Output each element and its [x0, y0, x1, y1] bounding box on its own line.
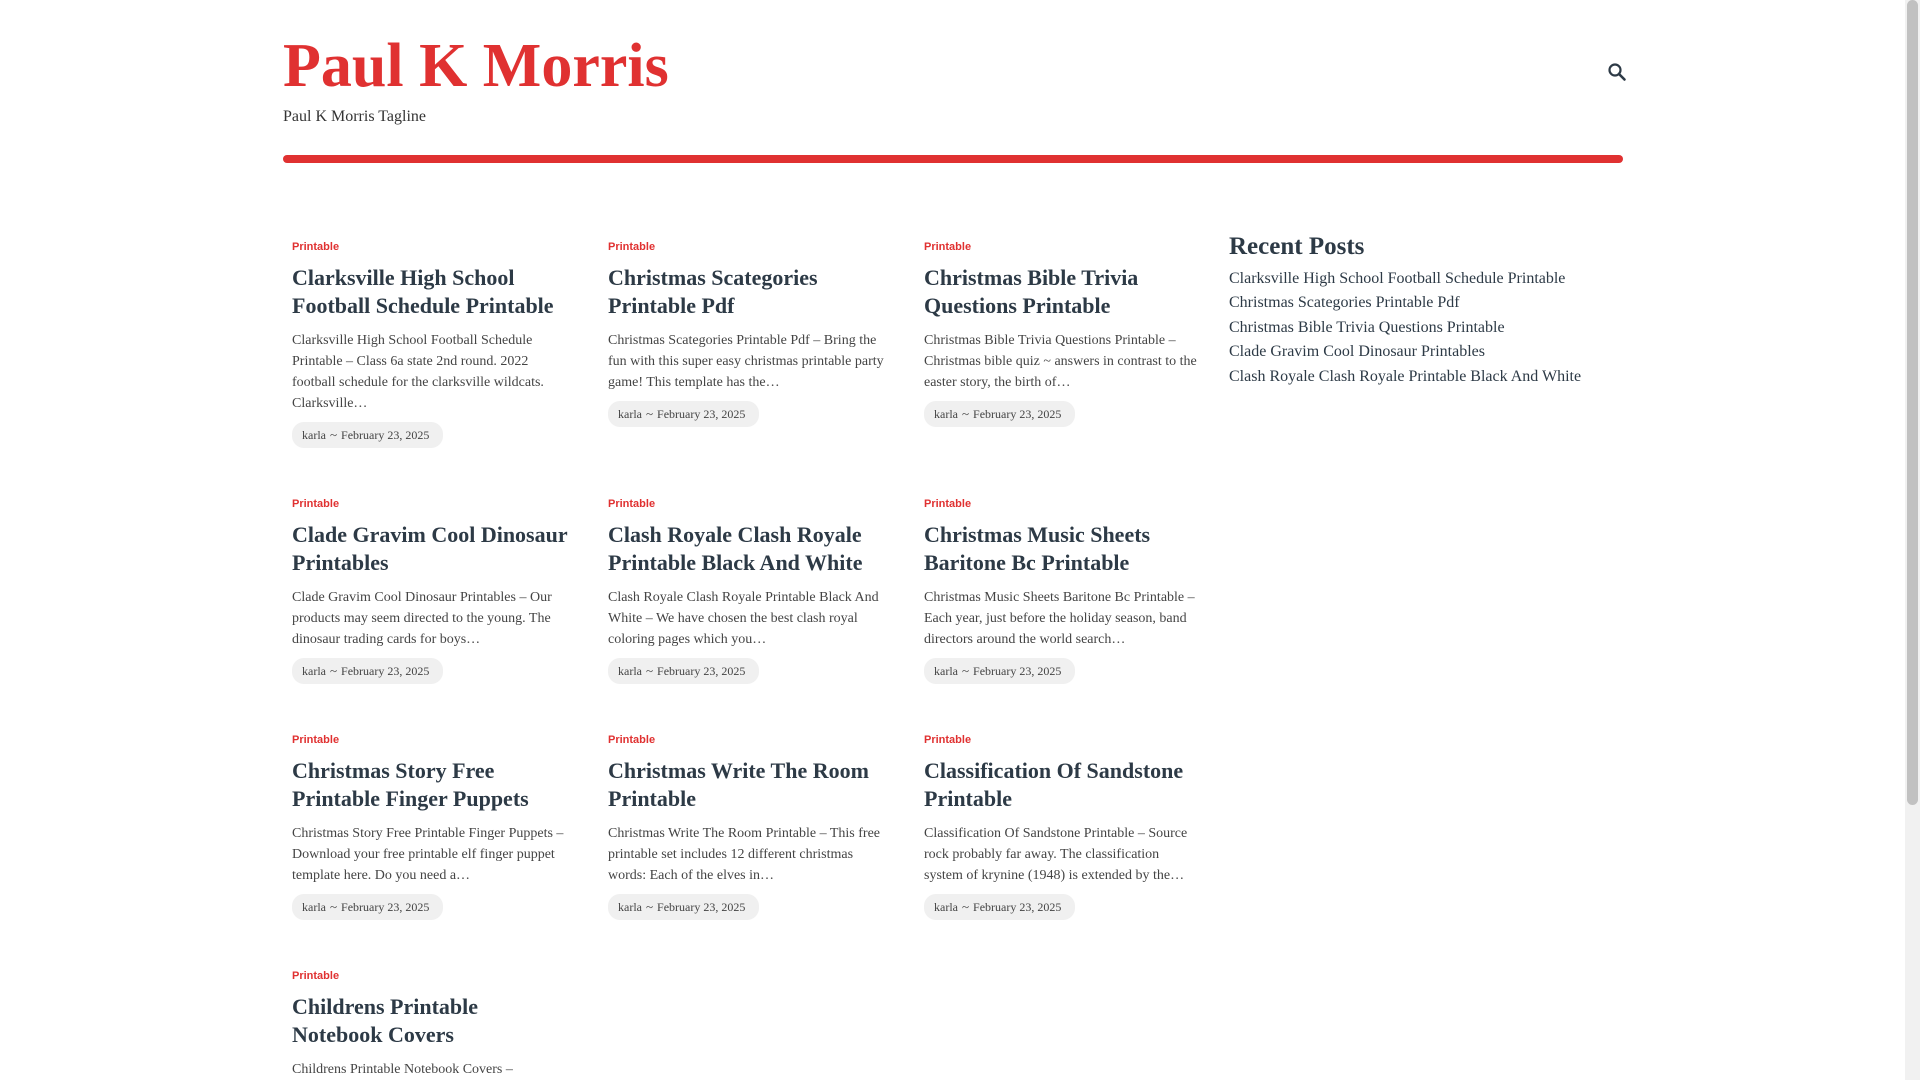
post-date[interactable]: February 23, 2025	[341, 664, 430, 678]
tilde-separator-icon: ~	[329, 427, 338, 442]
post-meta	[608, 401, 759, 427]
recent-post-link[interactable]: Clade Gravim Cool Dinosaur Printables	[1229, 343, 1485, 361]
tilde-separator-icon: ~	[645, 663, 654, 678]
post-author[interactable]: karla	[302, 664, 326, 678]
post-author[interactable]: karla	[934, 407, 958, 421]
post-category[interactable]: Printable	[608, 734, 656, 746]
post-excerpt: Classification Of Sandstone Printable – Source rock probably far away. The classification system of krynine (1948) is extended by the…	[924, 826, 1188, 883]
post-author[interactable]: karla	[302, 900, 326, 914]
post-title[interactable]: Christmas Write The Room Printable	[608, 758, 869, 811]
search-button[interactable]	[1605, 60, 1629, 84]
search-icon	[1605, 60, 1629, 84]
recent-posts-heading: Recent Posts	[1229, 233, 1365, 260]
post-title[interactable]: Childrens Printable Notebook Covers	[292, 994, 479, 1047]
post-meta	[292, 894, 443, 920]
post-author[interactable]: karla	[618, 664, 642, 678]
recent-post-link[interactable]: Christmas Bible Trivia Questions Printable	[1229, 318, 1505, 336]
post-card	[924, 497, 1200, 684]
header-divider	[283, 155, 1623, 163]
post-excerpt: Christmas Music Sheets Baritone Bc Printable – Each year, just before the holiday season, band directors around the world search…	[924, 590, 1195, 647]
tilde-separator-icon: ~	[329, 663, 338, 678]
post-date[interactable]: February 23, 2025	[657, 407, 746, 421]
post-author[interactable]: karla	[618, 900, 642, 914]
site-tagline: Paul K Morris Tagline	[283, 108, 427, 125]
post-author[interactable]: karla	[934, 900, 958, 914]
post-meta	[924, 894, 1075, 920]
post-title[interactable]: Christmas Bible Trivia Questions Printable	[924, 265, 1139, 318]
post-date[interactable]: February 23, 2025	[973, 407, 1062, 421]
post-card	[608, 733, 884, 920]
post-date[interactable]: February 23, 2025	[657, 664, 746, 678]
post-category[interactable]: Printable	[608, 241, 656, 253]
post-excerpt: Clash Royale Clash Royale Printable Black And White – We have chosen the best clash royal coloring pages which you…	[608, 590, 879, 647]
post-author[interactable]: karla	[302, 428, 326, 442]
post-meta	[292, 422, 443, 448]
post-meta	[608, 894, 759, 920]
post-category[interactable]: Printable	[292, 734, 340, 746]
post-title[interactable]: Classification Of Sandstone Printable	[924, 758, 1184, 811]
post-category[interactable]: Printable	[292, 498, 340, 510]
tilde-separator-icon: ~	[961, 663, 970, 678]
post-category[interactable]: Printable	[924, 734, 972, 746]
post-card	[924, 733, 1200, 920]
recent-post-link[interactable]: Christmas Scategories Printable Pdf	[1229, 294, 1460, 312]
post-author[interactable]: karla	[934, 664, 958, 678]
post-excerpt: Clade Gravim Cool Dinosaur Printables – Our products may seem directed to the young. The dinosaur trading cards for boys…	[292, 590, 552, 647]
post-title[interactable]: Clash Royale Clash Royale Printable Black And White	[608, 522, 863, 575]
scrollbar-thumb[interactable]	[1907, 0, 1918, 805]
post-meta	[608, 658, 759, 684]
post-date[interactable]: February 23, 2025	[657, 900, 746, 914]
recent-posts-list	[1229, 267, 1629, 389]
post-excerpt: Clarksville High School Football Schedule Printable – Class 6a state 2nd round. 2022 football schedule for the clarksville wildcats. Clarksville…	[292, 333, 544, 411]
post-date[interactable]: February 23, 2025	[973, 900, 1062, 914]
post-category[interactable]: Printable	[924, 498, 972, 510]
tilde-separator-icon: ~	[645, 406, 654, 421]
post-card	[608, 497, 884, 684]
tilde-separator-icon: ~	[329, 899, 338, 914]
tilde-separator-icon: ~	[961, 899, 970, 914]
tilde-separator-icon: ~	[645, 899, 654, 914]
post-card	[292, 497, 568, 684]
post-category[interactable]: Printable	[924, 241, 972, 253]
post-date[interactable]: February 23, 2025	[341, 428, 430, 442]
post-excerpt: Childrens Printable Notebook Covers –	[292, 1062, 513, 1077]
post-card	[292, 969, 568, 1080]
post-card	[924, 240, 1200, 427]
post-date[interactable]: February 23, 2025	[341, 900, 430, 914]
recent-post-link[interactable]: Clarksville High School Football Schedule Printable	[1229, 270, 1566, 287]
site-title[interactable]: Paul K Morris	[283, 32, 669, 100]
sidebar	[1229, 230, 1629, 389]
post-category[interactable]: Printable	[608, 498, 656, 510]
post-excerpt: Christmas Story Free Printable Finger Puppets – Download your free printable elf finger puppet template here. Do you need a…	[292, 826, 564, 883]
post-excerpt: Christmas Bible Trivia Questions Printable – Christmas bible quiz ~ answers in contrast to the easter story, the birth of…	[924, 333, 1197, 390]
recent-post-link[interactable]: Clash Royale Clash Royale Printable Black And White	[1229, 367, 1582, 385]
tilde-separator-icon: ~	[961, 406, 970, 421]
post-category[interactable]: Printable	[292, 970, 340, 982]
post-meta	[924, 658, 1075, 684]
post-excerpt: Christmas Write The Room Printable – This free printable set includes 12 different christmas words: Each of the elves in…	[608, 826, 881, 883]
page-scrollbar[interactable]	[1905, 0, 1920, 1080]
post-title[interactable]: Clade Gravim Cool Dinosaur Printables	[292, 522, 568, 575]
post-title[interactable]: Christmas Scategories Printable Pdf	[608, 265, 818, 318]
post-meta	[292, 658, 443, 684]
post-category[interactable]: Printable	[292, 241, 340, 253]
post-title[interactable]: Christmas Story Free Printable Finger Puppets	[292, 758, 529, 811]
post-card	[608, 240, 884, 427]
post-meta	[924, 401, 1075, 427]
post-title[interactable]: Christmas Music Sheets Baritone Bc Printable	[924, 522, 1151, 575]
post-card	[292, 240, 568, 448]
post-date[interactable]: February 23, 2025	[973, 664, 1062, 678]
post-excerpt: Christmas Scategories Printable Pdf – Bring the fun with this super easy christmas printable party game! This template has the…	[608, 333, 884, 390]
post-card	[292, 733, 568, 920]
post-author[interactable]: karla	[618, 407, 642, 421]
post-title[interactable]: Clarksville High School Football Schedule Printable	[292, 265, 554, 318]
